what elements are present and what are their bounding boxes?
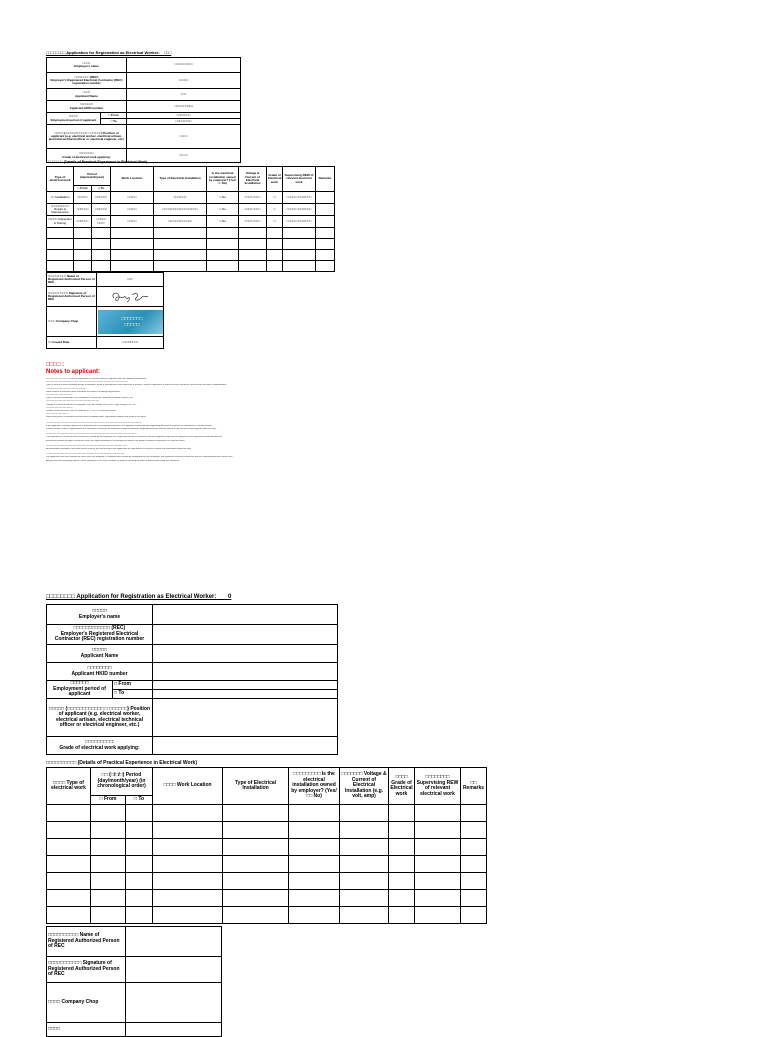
note-line: □ □□□□□□□□□□□□□□□□□□□□□□□□□□□□□□□□□□□□□□□□□□□□□□□□□□□□□□□□□□□□ [46,444,128,447]
table-cell-input[interactable] [340,856,389,873]
issued-date-input[interactable] [126,1023,222,1037]
table-cell-input[interactable] [47,839,91,856]
table-row [47,228,335,239]
table-row: □□□□□□□□□□ Name of Registered Authorized Person of REC □□□ [47,273,164,287]
table-cell-input[interactable] [289,890,340,907]
table-row: □□□□□□ Employment period of applicant □ From [47,681,338,690]
note-line: □ □□□□□□□□□□□□□□□□□□□□□□□□□□□□□□□□□□□□□□□□□□□□□□□□□□□□□□□□□□□□□□□□□□□ [46,433,137,436]
table-cell-input[interactable] [461,856,487,873]
table-row [47,873,487,890]
note-line: Grade of electrical work, refer to Grade A, B, C, H or R of electrical work. [46,410,117,413]
table-row: □□□□ Type of electrical work □□ (□/□/□) Period (day/month/year) (in chronological order) □□□□ Work Location Type of Electrical Installation □□□□□□□□□ Is the electrical installation owned by employer? (Yes/ □□ No) □□□□□□□ Voltage & Current of Electrical Installation (e.g. volt, amp) □□□□ Grade of Electrical work □□□□□□□□ Supervising REW of relevant electrical work □□ Remarks [47,768,487,796]
table-cell-input[interactable] [389,907,415,924]
grade-value[interactable]: □□ □□ [127,149,241,163]
table-row: □□□□□ Inspection & Testing □□/□□□□ □□/□□/□□□□ □□□□□ □□□□□□□□□□□□□ □ No □□□□ □□□□ □ □□□□□ □□□□□□□□ [47,216,335,228]
signature-input[interactable] [126,957,222,983]
table-cell-input[interactable] [415,907,461,924]
table-row: □ From □ To [47,186,335,192]
rec-number-input[interactable] [153,625,338,645]
table-cell-input[interactable] [223,805,289,822]
table-cell-input[interactable] [461,873,487,890]
form-title-2: □□□□□□□□ Application for Registration as Electrical Worker: 0 [46,594,232,600]
table-cell-input[interactable] [47,873,91,890]
hkid-input[interactable] [153,663,338,681]
signature-table [46,272,164,349]
table-cell-input[interactable] [389,822,415,839]
table-cell-input[interactable] [340,822,389,839]
note-line: Supervising REW of relevant electrical work including name, registration number and grade of the REW. [46,416,147,419]
table-cell-input[interactable] [126,907,153,924]
table-cell-input[interactable] [126,822,153,839]
note-line: If the applicant's working experience is obtained from self-employed business, the applicant should provide supporting documents to prove the experience of electrical work. [46,424,213,427]
table-cell-input[interactable] [340,873,389,890]
table-cell-input[interactable] [153,805,223,822]
note-line: For applicants who have worked for more than one employer, a separate form should be completed by each employer, the registered electrical contractor and the authorized person of each REC. [46,456,234,459]
table-cell-input[interactable] [91,805,126,822]
table-row [47,822,487,839]
company-chop-field [97,307,164,337]
table-cell-input[interactable] [415,822,461,839]
table-row: □□□□□ Applicant Name [47,645,338,663]
table-row: □□□□□□□□□□□ Signature of Registered Authorized Person of REC [47,287,164,307]
experience-table-title: □□□□□□□□ (Details of Practical Experience in Electrical Work) [46,160,148,164]
table-cell-input[interactable] [223,822,289,839]
table-row: □□ Installation □/□□□□ □□/□□□□ □□□□□ □□□□□□□ □ No □□□□ □□□□ □ □□□□□ □□□□□□□□ [47,192,335,204]
table-row: □□□□□□□□ (REC) Employer's Registered Electrical Contractor (REC) registration number □□□□□ [47,73,241,89]
applicant-info-table-2 [46,604,338,755]
note-line: □ □□□□□□□□□□□□□□□□□□□□□□□□□□□□□□□□□□□□□□□□□□□□□□□□□□□□□□□□□□□□□□□□□□□□□□□ [46,421,142,424]
applicant-info-table [46,57,241,163]
table-row [47,856,487,873]
table-cell-input[interactable] [47,856,91,873]
table-cell-input[interactable] [340,907,389,924]
note-line: □□□□□□□□□□□□□□□□□□□□□□□□□□□□□□□□□□□□□□□□ [46,400,99,403]
position-input[interactable] [153,699,338,737]
table-cell-input[interactable] [91,890,126,907]
table-cell-input[interactable] [126,856,153,873]
table-cell-input[interactable] [223,839,289,856]
table-row: □□□□□ (□□□□□□□□□□□□ □ □□□□□□) Position of applicant (e.g. electrical worker, electrical artisan, electrical technical officer or electrical engineer, etc.) [47,699,338,737]
table-cell-input[interactable] [47,805,91,822]
table-row: □□□□□□□□□□□□ (REC) Employer's Registered Electrical Contractor (REC) registration number [47,625,338,645]
table-cell-input[interactable] [340,839,389,856]
note-line: All information provided in this form will be used for the processing of the application for registration as electrical worker and verification purposes only. [46,448,192,451]
table-cell-input[interactable] [153,907,223,924]
table-cell-input[interactable] [91,839,126,856]
table-row [47,239,335,250]
company-chop-input[interactable] [126,983,222,1023]
note-line: □□□□□□□□□□□□□□□□□ [46,413,69,416]
table-cell-input[interactable] [223,873,289,890]
table-cell-input[interactable] [126,890,153,907]
table-cell-input[interactable] [289,873,340,890]
table-cell-input[interactable] [91,822,126,839]
table-cell-input[interactable] [461,805,487,822]
note-line: Please submit a letter of appointment or a document issued by the employer stating the position, employment period and the nature of the electrical work together with this form. [46,428,217,431]
period-from-input[interactable] [153,681,338,690]
table-cell-input[interactable] [153,856,223,873]
table-row: □□□□□□□□ Applicant HKID number [47,663,338,681]
table-cell-input[interactable] [153,890,223,907]
table-row [47,261,335,272]
table-cell-input[interactable] [461,822,487,839]
period-to-value[interactable]: □□/□□/□□□□ [127,119,241,125]
position-value[interactable]: □□□□ [127,125,241,149]
table-row: □□□□□□□□ Grade of electrical work applying: □□ □□ [47,149,241,163]
experience-table-title-2: □□□□□□□□□□ (Details of Practical Experience in Electrical Work) [46,760,197,766]
table-cell-input[interactable] [461,890,487,907]
table-cell-input[interactable] [389,839,415,856]
applicant-name-input[interactable] [153,645,338,663]
table-cell-input[interactable] [389,805,415,822]
note-line: □□□□□□□□□□□□□□□□□□□□ [46,394,73,397]
table-cell-input[interactable] [153,839,223,856]
period-to-input[interactable] [153,690,338,699]
employer-name-input[interactable] [153,605,338,625]
table-row [47,805,487,822]
table-cell-input[interactable] [47,822,91,839]
note-line: Type of electrical work including design, installation, repair & maintenance and inspection & testing. Practical experience in electrical work should be counted from the date of appointment. [46,384,227,387]
note-line: Type of electrical installation, e.g. residential, commercial, industrial, building services, etc. [46,397,134,400]
table-cell-input[interactable] [153,873,223,890]
table-cell-input[interactable] [389,890,415,907]
authorized-person-name-input[interactable] [126,927,222,957]
table-row [47,250,335,261]
table-cell-input[interactable] [415,890,461,907]
table-cell-input[interactable] [47,907,91,924]
table-cell-input[interactable] [223,890,289,907]
table-row: □□□□□ Employment period of applicant □ From □□/□□□□□ [47,113,241,119]
table-cell-input[interactable] [126,839,153,856]
note-line: Voltage & Current of electrical installation, e.g. low voltage 380V/220V, high voltage 11kV, etc. [46,403,137,406]
period-from-value[interactable]: □□/□□□□□ [127,113,241,119]
table-row: □□ Issued Date □□/□□/□□□□ [47,337,164,349]
table-row [47,839,487,856]
table-cell-input[interactable] [461,839,487,856]
table-row: □□□□ Employer's name □□□□□□□□□□ [47,58,241,73]
table-row: □□□□□□□ Applicant HKID number □□□□□□□□(□) [47,101,241,113]
note-line: The experience in electrical work should be certified by the employer or a registered electrical contractor with the company chop and the signature of the registered authorized person. [46,436,223,439]
grade-input[interactable] [153,737,338,755]
table-cell-input[interactable] [415,839,461,856]
note-line: □□□□□□□□□□□□□□□□□ Practical experience in electrical work of applicant with the following information [46,378,147,380]
table-row: □ To □□/□□/□□□□ [47,119,241,125]
table-cell-input[interactable] [289,805,340,822]
note-line: □□□□□□□□□□□□□□□□□□□□ [46,406,73,409]
table-row: □ From □ To [47,796,487,805]
issued-date-value[interactable]: □□/□□/□□□□ [97,337,164,349]
table-row: □□□□□□□□□: Grade of electrical work applying: [47,737,338,755]
table-cell-input[interactable] [415,805,461,822]
table-row: □□□□□□□□□□ Repair & Maintenance □□/□□□□ □□/□□□□ □□□□□ □□□□□□□□□□□□□□□□□□□ □ No □□□□ □□□□ □ □□□□□ □□□□□□□□ [47,204,335,216]
note-line: Work location of electrical work should be the name of building/site/premises. [46,390,121,393]
table-cell-input[interactable] [223,856,289,873]
signature-image [108,289,152,305]
table-row: □□□□□ Employer's name [47,605,338,625]
table-cell-input[interactable] [47,890,91,907]
table-row [47,890,487,907]
note-line: A sufficient number of pages should be used if the space provided is not enough for filling in the details of practical experience in electrical work. [46,439,186,442]
authorized-person-name[interactable]: □□□ [97,273,164,287]
table-cell-input[interactable] [289,907,340,924]
table-cell-input[interactable] [91,907,126,924]
company-chop-stamp: □□□□□□□ □□□□□ [98,310,164,334]
table-row: □□□□□□□□□□□ Signature of Registered Authorized Person of REC [47,957,222,983]
table-cell-input[interactable] [389,873,415,890]
hkid-value[interactable]: □□□□□□□□(□) [127,101,241,113]
table-cell-input[interactable] [289,822,340,839]
form-title: □□□□□□□□ Application for Registration as Electrical Worker: □□□ [46,50,172,55]
table-row: □ To [47,690,338,699]
experience-rows-2 [47,805,487,924]
table-row: □□□□ [47,1023,222,1037]
table-row: □□□□□ (□□□□□□□□□□□□ □ □□□□□□) Position of applicant (e.g. electrical worker, electrical artisan, electrical technical officer or electrical engineer, etc.) □□□□ [47,125,241,149]
table-row [47,907,487,924]
table-row: □□□□□□□□□□ Name of Registered Authorized Person of REC [47,927,222,957]
table-cell-input[interactable] [223,907,289,924]
notes-list [46,378,336,463]
table-cell-input[interactable] [126,805,153,822]
table-cell-input[interactable] [153,822,223,839]
note-line: □□□□□□□□□□□□□□□□□□□□□□□□□□□□□□ [46,387,86,390]
note-line: □ □□□□□□□□□□□□□□□□□□□□□□□□□□□□□□□□□□□□□ □□□□□□□□□□□□□□□□□□□□□ [46,453,126,456]
table-cell-input[interactable] [91,856,126,873]
table-cell-input[interactable] [389,856,415,873]
note-line: Any person who knowingly makes a false statement in this form commits an offence and may be liable to prosecution under the ordinance. [46,459,180,462]
table-cell-input[interactable] [415,856,461,873]
table-cell-input[interactable] [289,856,340,873]
experience-table [46,166,335,272]
employer-name-value[interactable]: □□□□□□□□□□ [127,58,241,73]
table-cell-input[interactable] [340,890,389,907]
rec-number-value[interactable]: □□□□□ [127,73,241,89]
note-line: □□□□□□□□□□□□□□□□□□□□□□□□□□□□□□□□□□□□□□□□□□□□□□□□□□□□□□□□□□□□□□ [46,381,128,384]
signature-field[interactable] [97,287,164,307]
applicant-name-value[interactable]: □□□ [127,89,241,101]
table-cell-input[interactable] [461,907,487,924]
table-row: Type of electrical work Period (day/month/year) Work Location Type of Electrical Installation Is the electrical installation owned by employer? (Yes/ □□ No) Voltage & Current of Electrical Installation Grade of Electrical work Supervising REW of relevant electrical work Remarks [47,167,335,186]
table-cell-input[interactable] [126,873,153,890]
table-cell-input[interactable] [415,873,461,890]
table-row: □□□□ Applicant Name □□□ [47,89,241,101]
notes-heading: □□□□ : Notes to applicant: [46,362,101,376]
table-cell-input[interactable] [91,873,126,890]
table-row: □□□□ Company Chop [47,983,222,1023]
signature-table-2 [46,926,222,1037]
table-row: □□□□ Company Chop □□□□□□□ □□□□□ [47,307,164,337]
table-cell-input[interactable] [289,839,340,856]
experience-table-2 [46,767,487,924]
table-cell-input[interactable] [340,805,389,822]
